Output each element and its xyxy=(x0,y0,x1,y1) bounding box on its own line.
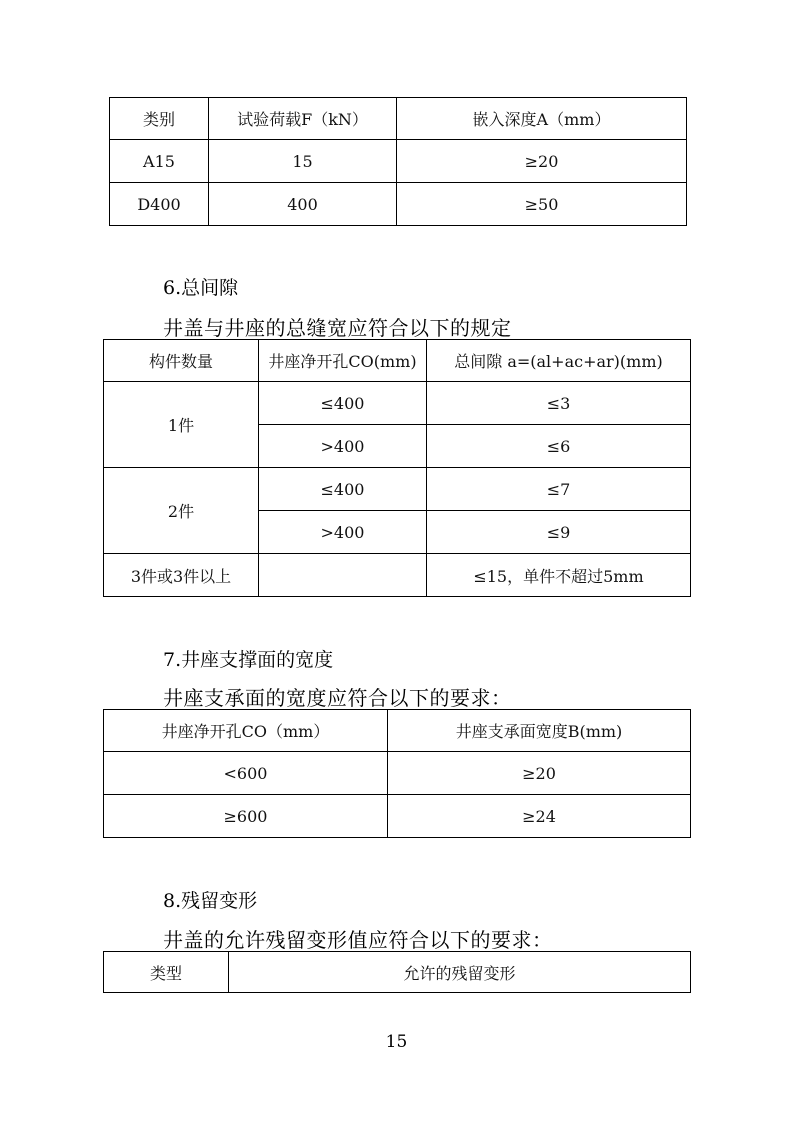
total-gap-table xyxy=(103,339,691,597)
table-cell: >400 xyxy=(259,511,427,554)
page-number: 15 xyxy=(385,1032,408,1052)
table-cell: 3件或3件以上 xyxy=(104,554,259,597)
bearing-width-table xyxy=(103,709,691,838)
table-cell: ≥20 xyxy=(388,752,691,795)
header-cell: 构件数量 xyxy=(104,340,259,382)
section-7-heading: 7.井座支撑面的宽度 xyxy=(163,649,334,671)
table-cell: ≥600 xyxy=(104,795,388,838)
table-cell: ≤400 xyxy=(259,468,427,511)
table-cell: ≤6 xyxy=(427,425,691,468)
section-8-heading: 8.残留变形 xyxy=(163,890,258,912)
table-header-row xyxy=(104,710,691,752)
table-cell: ≥24 xyxy=(388,795,691,838)
header-cell: 嵌入深度A（mm） xyxy=(397,98,687,140)
table-row xyxy=(110,183,687,226)
header-cell: 允许的残留变形 xyxy=(229,952,691,993)
section-7-intro: 井座支承面的宽度应符合以下的要求： xyxy=(163,686,512,710)
table-cell: 400 xyxy=(209,183,397,226)
header-cell: 总间隙 a=(al+ac+ar)(mm) xyxy=(427,340,691,382)
table-cell: ≤9 xyxy=(427,511,691,554)
table-cell: ≤7 xyxy=(427,468,691,511)
table-cell: ≤15，单件不超过5mm xyxy=(427,554,691,597)
header-cell: 类型 xyxy=(104,952,229,993)
table-cell: ≤3 xyxy=(427,382,691,425)
table-cell: 2件 xyxy=(104,468,259,554)
section-6-heading: 6.总间隙 xyxy=(163,277,239,299)
table-cell: >400 xyxy=(259,425,427,468)
header-cell: 井座支承面宽度B(mm) xyxy=(388,710,691,752)
table-cell: ≥50 xyxy=(397,183,687,226)
table-row xyxy=(104,554,691,597)
table-cell: 15 xyxy=(209,140,397,183)
table-header-row xyxy=(104,952,691,993)
table-header-row xyxy=(110,98,687,140)
residual-deformation-table xyxy=(103,951,691,993)
table-row xyxy=(104,752,691,795)
header-cell: 井座净开孔CO(mm) xyxy=(259,340,427,382)
table-cell: D400 xyxy=(110,183,209,226)
table-cell: ≥20 xyxy=(397,140,687,183)
header-cell: 类别 xyxy=(110,98,209,140)
table-header-row xyxy=(104,340,691,382)
table-row xyxy=(104,468,691,511)
table-cell: <600 xyxy=(104,752,388,795)
load-depth-table xyxy=(109,97,687,226)
header-cell: 试验荷载F（kN） xyxy=(209,98,397,140)
header-cell: 井座净开孔CO（mm） xyxy=(104,710,388,752)
table-cell: A15 xyxy=(110,140,209,183)
table-cell: 1件 xyxy=(104,382,259,468)
table-cell: ≤400 xyxy=(259,382,427,425)
table-cell xyxy=(259,554,427,597)
section-8-intro: 井盖的允许残留变形值应符合以下的要求： xyxy=(163,928,553,952)
table-row xyxy=(104,382,691,425)
section-6-intro: 井盖与井座的总缝宽应符合以下的规定 xyxy=(163,316,512,340)
table-row xyxy=(104,795,691,838)
table-row xyxy=(110,140,687,183)
